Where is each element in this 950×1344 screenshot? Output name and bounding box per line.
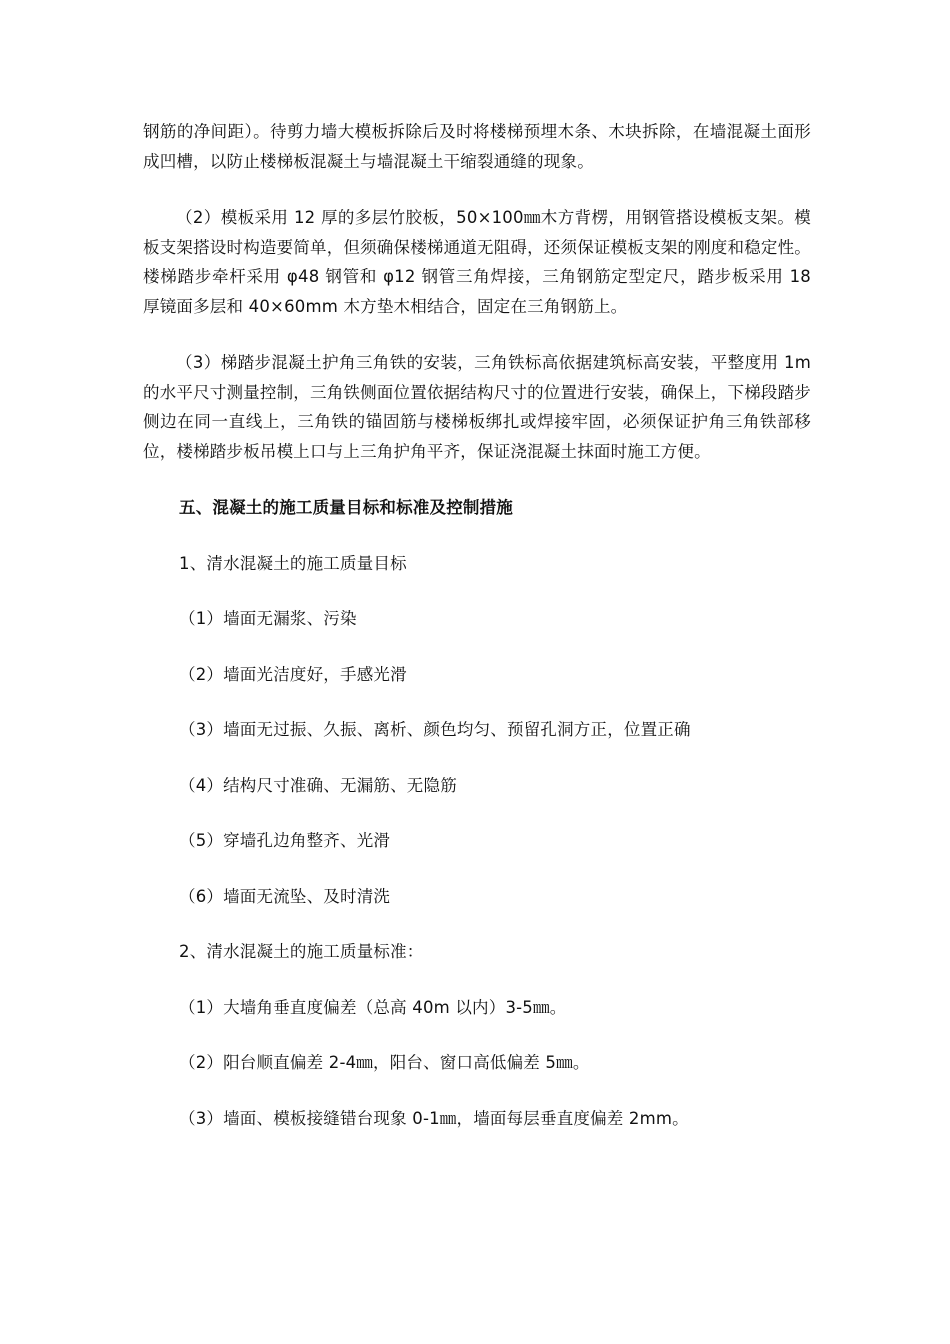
section-heading: 五、混凝土的施工质量目标和标准及控制措施 xyxy=(179,498,513,517)
standard-item: （3）墙面、模板接缝错台现象 0-1㎜，墙面每层垂直度偏差 2mm。 xyxy=(179,1108,689,1128)
paragraph-stair-angle-iron: （3）梯踏步混凝土护角三角铁的安装，三角铁标高依据建筑标高安装，平整度用 1m 的水平尺寸测量控制，三角铁侧面位置依据结构尺寸的位置进行安装，确保上，下梯段踏步侧边在同一直线上，三角铁的锚固筋与楼梯板绑扎或焊接牢固，必须保证护角三角铁部移位，楼梯踏步板吊模上口与上三角护角平齐，保证浇混凝土抹面时施工方便。 xyxy=(143,353,811,461)
goal-item: （1）墙面无漏浆、污染 xyxy=(179,609,357,628)
standard-item: （1）大墙角垂直度偏差（总高 40m 以内）3-5㎜。 xyxy=(179,997,567,1017)
intro-paragraph: 钢筋的净间距）。待剪力墙大模板拆除后及时将楼梯预埋木条、木块拆除，在墙混凝土面形成凹槽，以防止楼梯板混凝土与墙混凝土干缩裂通缝的现象。 xyxy=(143,122,811,171)
goal-item: （5）穿墙孔边角整齐、光滑 xyxy=(179,831,391,850)
goal-item: （2）墙面光洁度好，手感光滑 xyxy=(179,664,407,684)
goal-item: （3）墙面无过振、久振、离析、颜色均匀、预留孔洞方正，位置正确 xyxy=(179,720,691,739)
standard-item: （2）阳台顺直偏差 2-4㎜，阳台、窗口高低偏差 5㎜。 xyxy=(179,1053,590,1072)
subsection-quality-goals: 1、清水混凝土的施工质量目标 xyxy=(179,553,407,573)
goal-item: （4）结构尺寸准确、无漏筋、无隐筋 xyxy=(179,775,457,795)
document-body xyxy=(143,117,811,1133)
subsection-quality-standards: 2、清水混凝土的施工质量标准： xyxy=(179,942,424,961)
paragraph-formwork: （2）模板采用 12 厚的多层竹胶板，50×100㎜木方背楞，用钢管搭设模板支架。模板支架搭设时构造要简单，但须确保楼梯通道无阻碍，还须保证模板支架的刚度和稳定性。楼梯踏步牵杆采用 φ48 钢管和 φ12 钢管三角焊接，三角钢筋定型定尺，踏步板采用 18 厚镜面多层和 40×60mm 木方垫木相结合，固定在三角钢筋上。 xyxy=(143,208,811,316)
goal-item: （6）墙面无流坠、及时清洗 xyxy=(179,886,391,906)
